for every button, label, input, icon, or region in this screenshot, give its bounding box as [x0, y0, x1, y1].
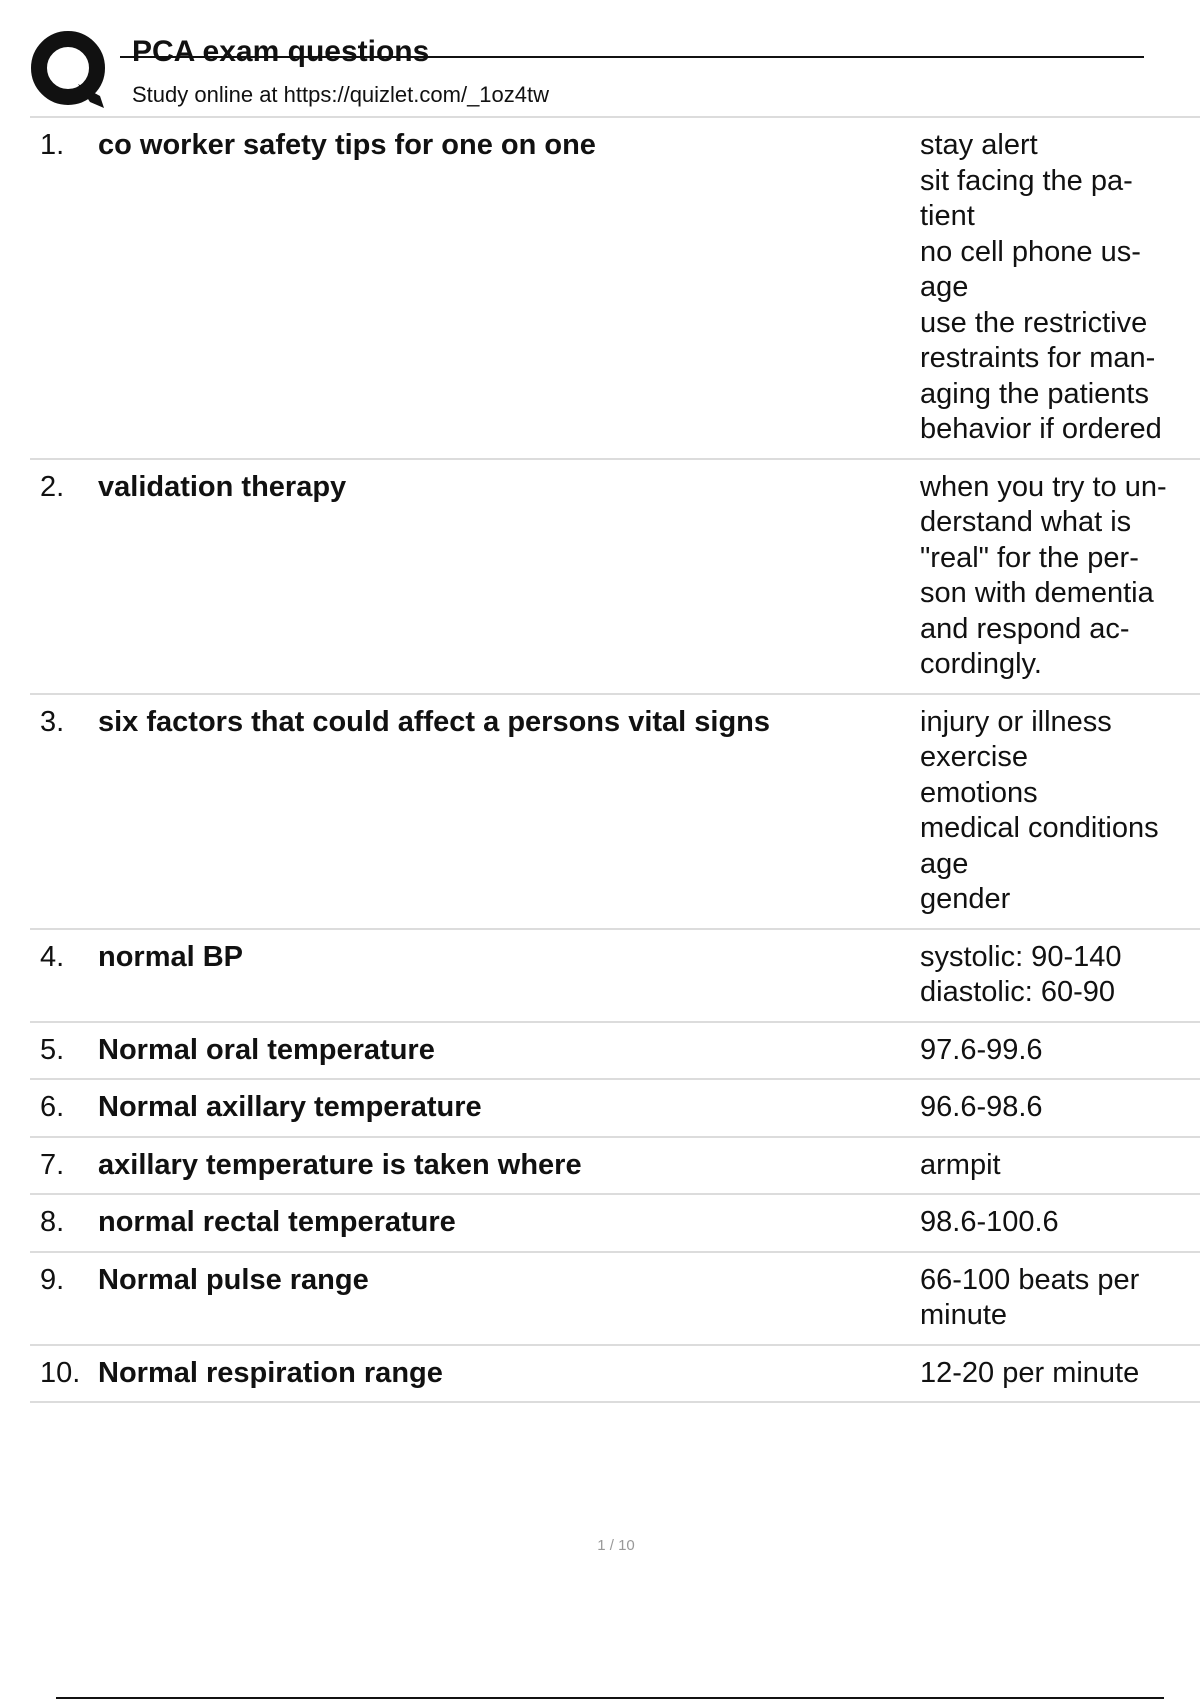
row-term: normal BP: [98, 940, 244, 973]
page-title: PCA exam questions: [132, 35, 430, 68]
table-row: [30, 930, 1200, 1023]
table-row: [30, 1346, 1200, 1404]
footer-rule: [56, 1697, 1164, 1699]
quizlet-logo-icon: [30, 30, 112, 112]
row-definition: systolic: 90-140 diastolic: 60-90: [920, 940, 1122, 1008]
row-definition: 96.6-98.6: [920, 1091, 1043, 1123]
table-row: [30, 1023, 1200, 1081]
row-number: 1.: [40, 129, 65, 161]
row-term: axillary temperature is taken where: [98, 1148, 582, 1181]
row-number: 6.: [40, 1091, 65, 1123]
row-definition: injury or illness exercise emotions medical conditions age gender: [920, 705, 1159, 915]
row-definition: 66-100 beats per minute: [920, 1263, 1140, 1331]
page-indicator: 1 / 10: [597, 1537, 635, 1554]
row-term: validation therapy: [98, 470, 347, 503]
row-number: 7.: [40, 1148, 65, 1181]
row-definition: armpit: [920, 1148, 1001, 1181]
page-subtitle: Study online at https://quizlet.com/_1oz4tw: [132, 82, 550, 107]
row-number: 9.: [40, 1263, 65, 1296]
row-number: 3.: [40, 705, 65, 738]
row-term: normal rectal temperature: [98, 1206, 456, 1238]
row-term: Normal pulse range: [98, 1263, 369, 1296]
row-term: Normal respiration range: [98, 1356, 443, 1389]
flashcard-table: [30, 116, 1200, 1403]
table-row: [30, 1195, 1200, 1253]
row-definition: 97.6-99.6: [920, 1033, 1043, 1066]
row-number: 4.: [40, 940, 65, 973]
row-number: 8.: [40, 1206, 65, 1238]
row-number: 5.: [40, 1033, 65, 1066]
row-definition: 12-20 per minute: [920, 1356, 1140, 1389]
row-number: 2.: [40, 470, 65, 503]
table-row: [30, 695, 1200, 930]
row-number: 10.: [40, 1356, 81, 1389]
row-term: Normal axillary temperature: [98, 1091, 482, 1123]
row-definition: 98.6-100.6: [920, 1206, 1059, 1238]
table-row: [30, 118, 1200, 460]
row-term: six factors that could affect a persons vital signs: [98, 705, 771, 738]
table-row: [30, 1253, 1200, 1346]
row-term: Normal oral temperature: [98, 1033, 435, 1066]
row-term: co worker safety tips for one on one: [98, 129, 596, 161]
table-row: [30, 460, 1200, 695]
row-definition: stay alert sit facing the pa- tient no cell phone us- age use the restrictive restraints for man- aging the patients behavior if ordered: [920, 129, 1162, 445]
table-row: [30, 1138, 1200, 1196]
row-definition: when you try to un- derstand what is "real" for the per- son with dementia and respond ac- cordingly.: [920, 470, 1167, 680]
table-row: [30, 1080, 1200, 1138]
